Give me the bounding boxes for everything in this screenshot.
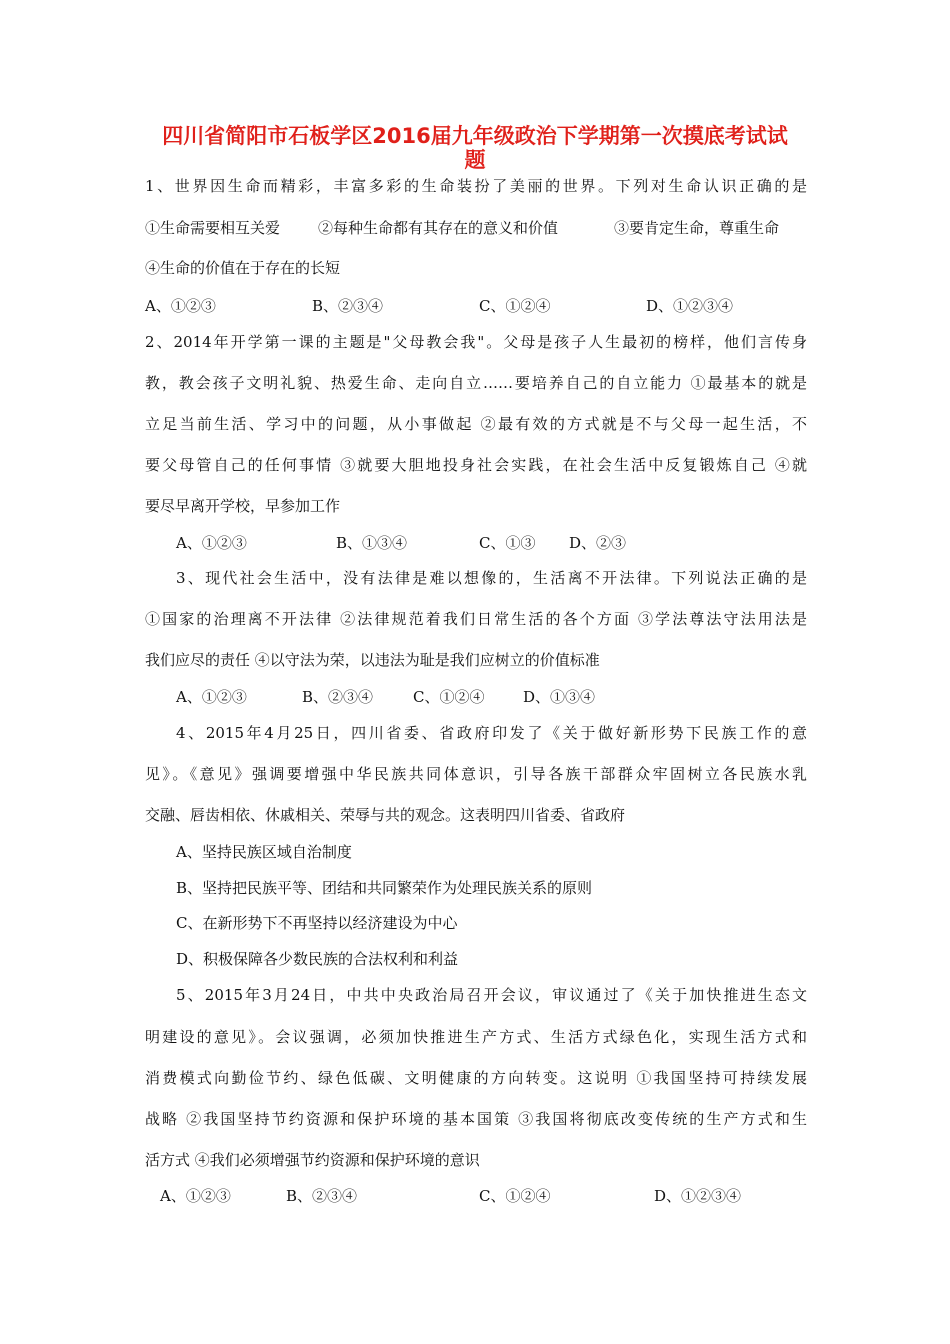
q4-line-1: 4、2015年4月25日，四川省委、省政府印发了《关于做好新形势下民族工作的意 [176, 724, 807, 742]
q5-choice-b: B、②③④ [286, 1187, 358, 1205]
q2-line-4: 要父母管自己的任何事情 ③就要大胆地投身社会实践，在社会生活中反复锻炼自己 ④就 [145, 456, 807, 474]
q1-choice-c: C、①②④ [479, 297, 551, 315]
q4-option-b: B、坚持把民族平等、团结和共同繁荣作为处理民族关系的原则 [176, 879, 593, 897]
q1-statement-3: ③要肯定生命，尊重生命 [614, 219, 780, 237]
q1-statement-4: ④生命的价值在于存在的长短 [145, 259, 341, 277]
q2-line-5: 要尽早离开学校，早参加工作 [145, 497, 341, 515]
q3-choice-c: C、①②④ [413, 688, 485, 706]
q3-line-1: 3、现代社会生活中，没有法律是难以想像的，生活离不开法律。下列说法正确的是 [176, 569, 807, 587]
q1-statement-1: ①生命需要相互关爱 [145, 219, 281, 237]
exam-title [120, 124, 830, 172]
q3-choice-d: D、①③④ [523, 688, 596, 706]
q2-choice-a: A、①②③ [176, 534, 247, 552]
q1-choice-d: D、①②③④ [646, 297, 734, 315]
q5-line-1: 5、2015年3月24日，中共中央政治局召开会议，审议通过了《关于加快推进生态文 [176, 986, 807, 1004]
q5-choice-d: D、①②③④ [654, 1187, 742, 1205]
q3-line-2: ①国家的治理离不开法律 ②法律规范着我们日常生活的各个方面 ③学法尊法守法用法是 [145, 610, 807, 628]
q2-line-1: 2、2014年开学第一课的主题是"父母教会我"。父母是孩子人生最初的榜样，他们言传身 [145, 333, 807, 351]
q1-choice-a: A、①②③ [145, 297, 216, 315]
q5-line-2: 明建设的意见》。会议强调，必须加快推进生产方式、生活方式绿色化，实现生活方式和 [145, 1028, 807, 1046]
q4-option-c: C、在新形势下不再坚持以经济建设为中心 [176, 914, 458, 932]
q4-option-d: D、积极保障各少数民族的合法权利和利益 [176, 950, 459, 968]
q1-stem: 1、世界因生命而精彩，丰富多彩的生命装扮了美丽的世界。下列对生命认识正确的是 [145, 177, 807, 195]
title-line-1: 四川省简阳市石板学区2016届九年级政治下学期第一次摸底考试试 [162, 124, 788, 148]
q2-choice-c: C、①③ [479, 534, 536, 552]
q5-choice-a: A、①②③ [160, 1187, 231, 1205]
q1-choice-b: B、②③④ [312, 297, 384, 315]
q2-line-3: 立足当前生活、学习中的问题，从小事做起 ②最有效的方式就是不与父母一起生活，不 [145, 415, 807, 433]
q5-line-5: 活方式 ④我们必须增强节约资源和保护环境的意识 [145, 1151, 480, 1169]
q5-choice-c: C、①②④ [479, 1187, 551, 1205]
q5-line-3: 消费模式向勤俭节约、绿色低碳、文明健康的方向转变。这说明 ①我国坚持可持续发展 [145, 1069, 807, 1087]
q3-line-3: 我们应尽的责任 ④以守法为荣，以违法为耻是我们应树立的价值标准 [145, 651, 600, 669]
q4-option-a: A、坚持民族区域自治制度 [176, 843, 352, 861]
q2-line-2: 教，教会孩子文明礼貌、热爱生命、走向自立……要培养自己的自立能力 ①最基本的就是 [145, 374, 807, 392]
q2-choice-b: B、①③④ [336, 534, 408, 552]
q4-line-2: 见》。《意见》强调要增强中华民族共同体意识，引导各族干部群众牢固树立各民族水乳 [145, 765, 807, 783]
q3-choice-b: B、②③④ [302, 688, 374, 706]
q5-line-4: 战略 ②我国坚持节约资源和保护环境的基本国策 ③我国将彻底改变传统的生产方式和生 [145, 1110, 807, 1128]
title-line-2: 题 [464, 148, 486, 172]
q4-line-3: 交融、唇齿相依、休戚相关、荣辱与共的观念。这表明四川省委、省政府 [145, 806, 626, 824]
q2-choice-d: D、②③ [569, 534, 627, 552]
q1-statement-2: ②每种生命都有其存在的意义和价值 [318, 219, 559, 237]
q3-choice-a: A、①②③ [176, 688, 247, 706]
